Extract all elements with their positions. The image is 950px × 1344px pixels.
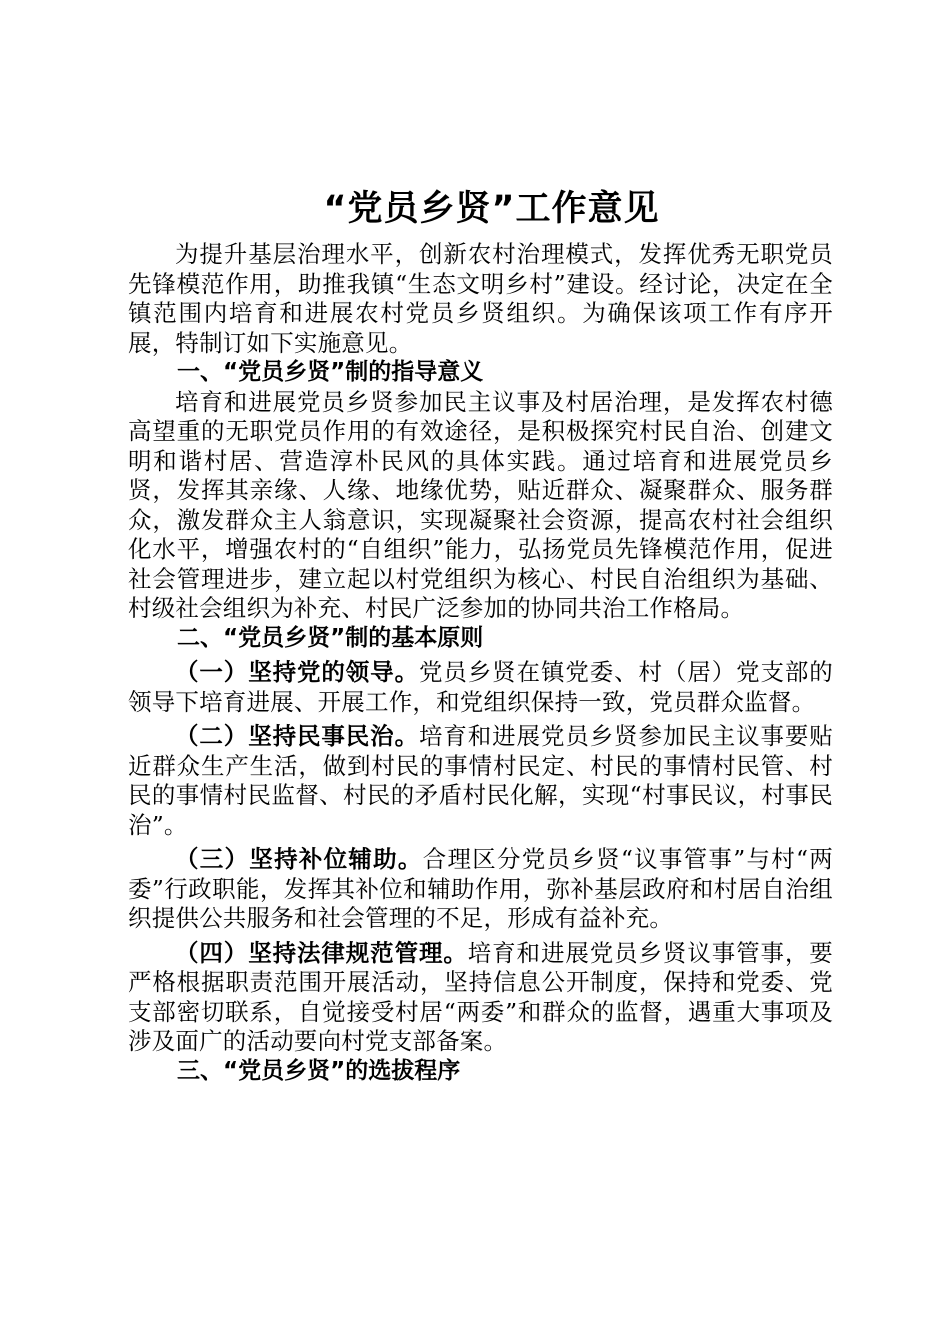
principle-label-4: （四）坚持法律规范管理。	[175, 938, 468, 967]
principle-label-1: （一）坚持党的领导。	[175, 658, 419, 686]
principle-paragraph-2	[128, 722, 833, 840]
principle-label-3: （三）坚持补位辅助。	[175, 845, 423, 873]
principle-text-1: 党员乡贤在镇党委、村（居）党支部的领导下培育进展、开展工作，和党组织保持一致，党员群众监督。	[128, 658, 834, 716]
document-title: “党员乡贤”工作意见	[323, 189, 660, 229]
section-heading-3: 三、“党员乡贤”的选拔程序	[177, 1057, 461, 1084]
principle-paragraph-1	[128, 658, 833, 717]
principle-text-4: 培育和进展党员乡贤议事管事，要严格根据职责范围开展活动，坚持信息公开制度，保持和党委、党支部密切联系，自觉接受村居“两委”和群众的监督，遇重大事项及涉及面广的活动要向村党支部备案。	[128, 938, 834, 1055]
document-page	[128, 178, 833, 1086]
section-heading-1: 一、“党员乡贤”制的指导意义	[177, 359, 484, 385]
intro-paragraph: 为提升基层治理水平，创新农村治理模式，发挥优秀无职党员先锋模范作用，助推我镇“生态文明乡村”建设。经讨论，决定在全镇范围内培育和进展农村党员乡贤组织。为确保该项工作有序开展，特制订如下实施意见。	[128, 240, 833, 357]
principle-paragraph-4	[128, 939, 833, 1057]
principle-paragraph-3	[128, 845, 833, 934]
section-heading-2: 二、“党员乡贤”制的基本原则	[177, 624, 484, 651]
principle-text-3: 合理区分党员乡贤“议事管事”与村“两委”行政职能，发挥其补位和辅助作用，弥补基层政府和村居自治组织提供公共服务和社会管理的不足，形成有益补充。	[128, 845, 833, 932]
section-1-paragraph: 培育和进展党员乡贤参加民主议事及村居治理，是发挥农村德高望重的无职党员作用的有效途径，是积极探究村民自治、创建文明和谐村居、营造淳朴民风的具体实践。通过培育和进展党员乡贤，发挥其亲缘、人缘、地缘优势，贴近群众、凝聚群众、服务群众，激发群众主人翁意识，实现凝聚社会资源，提高农村社会组织化水平，增强农村的“自组织”能力，弘扬党员先锋模范作用，促进社会管理进步，建立起以村党组织为核心、村民自治组织为基础、村级社会组织为补充、村民广泛参加的协同共治工作格局。	[128, 387, 833, 622]
principle-label-2: （二）坚持民事民治。	[175, 722, 419, 750]
principle-text-2: 培育和进展党员乡贤参加民主议事要贴近群众生产生活，做到村民的事情村民定、村民的事情村民管、村民的事情村民监督、村民的矛盾村民化解，实现“村事民议，村事民治”。	[128, 722, 834, 839]
